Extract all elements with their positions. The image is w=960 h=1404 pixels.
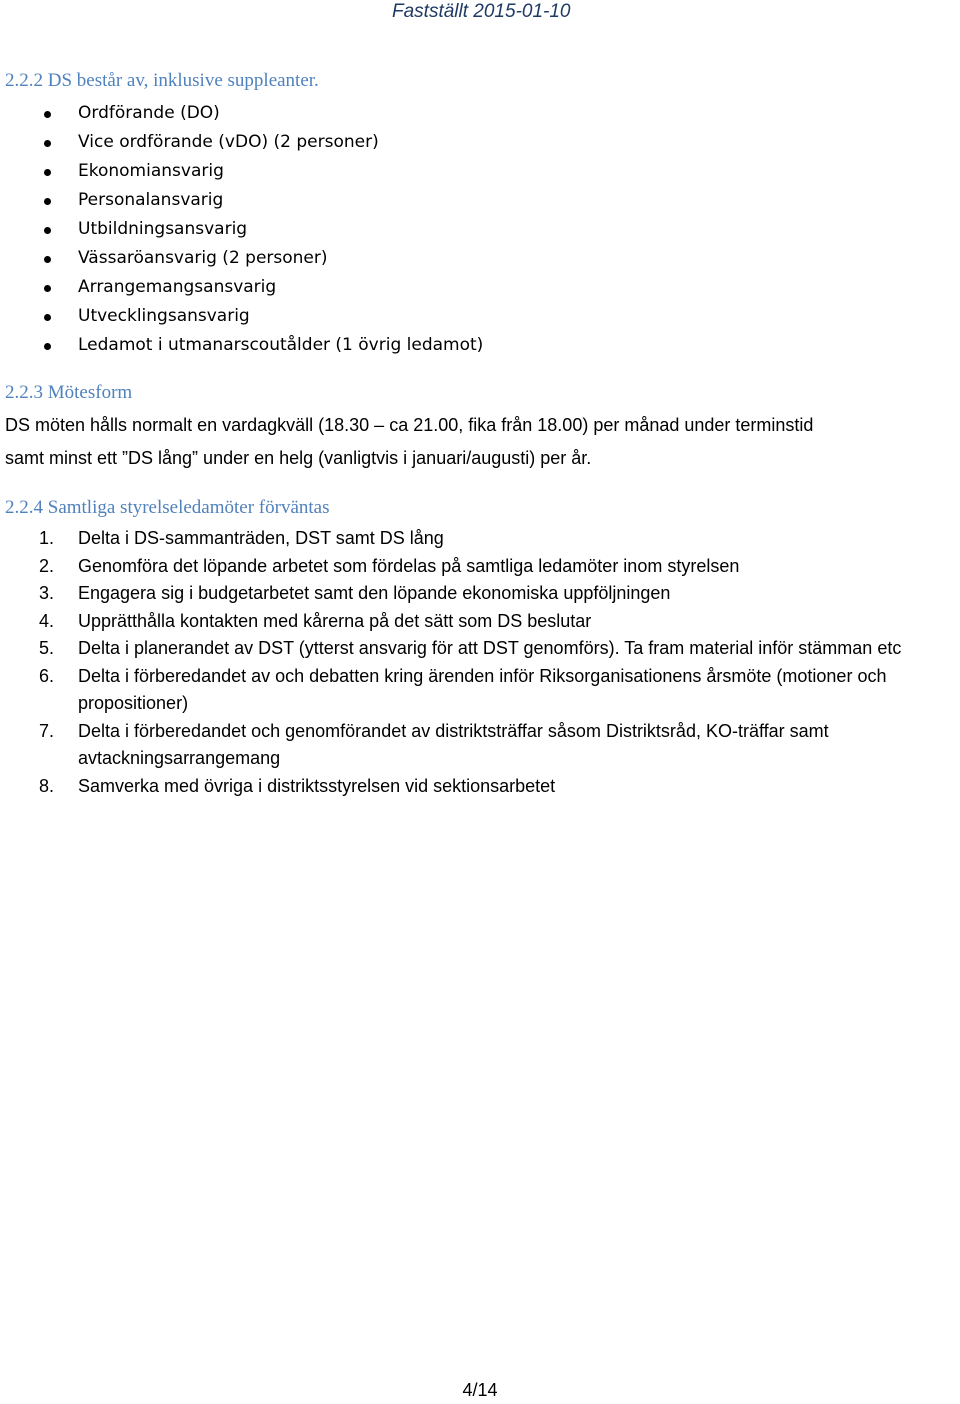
list-item-number: 4.	[39, 610, 55, 631]
board-duties-list	[0, 525, 960, 800]
meeting-format-paragraph	[5, 409, 950, 475]
approval-date-header: Fastställt 2015-01-10	[392, 1, 571, 22]
page-number: 4/14	[462, 1380, 498, 1400]
list-item	[0, 215, 960, 244]
list-item	[0, 635, 960, 663]
list-item-number: 7.	[39, 720, 55, 741]
list-item-text: Utbildningsansvarig	[78, 219, 248, 239]
list-item	[0, 718, 960, 773]
list-item-number: 1.	[39, 528, 55, 548]
list-item-number: 8.	[39, 775, 55, 796]
bullet-icon	[44, 314, 51, 321]
list-item	[0, 525, 960, 553]
list-item-text: Personalansvarig	[78, 190, 224, 210]
list-item-text: Vässaröansvarig (2 personer)	[78, 248, 328, 268]
board-composition-list	[0, 99, 960, 360]
list-item	[0, 608, 960, 636]
meeting-format-line-2: samt minst ett ”DS lång” under en helg (vanligtvis i januari/augusti) per år.	[5, 448, 592, 468]
list-item	[0, 331, 960, 360]
list-item-text: Utvecklingsansvarig	[78, 306, 250, 326]
list-item	[0, 580, 960, 608]
list-item-number: 2.	[39, 555, 55, 576]
list-item	[0, 302, 960, 331]
list-item-text: Arrangemangsansvarig	[78, 277, 277, 297]
list-item-number: 5.	[39, 638, 55, 658]
list-item-text: Upprätthålla kontakten med kårerna på det sätt som DS beslutar	[78, 610, 592, 631]
list-item-text: Delta i planerandet av DST (ytterst ansvarig för att DST genomförs). Ta fram material inför stämman etc	[78, 638, 902, 658]
list-item	[0, 157, 960, 186]
list-item-text: Samverka med övriga i distriktsstyrelsen vid sektionsarbetet	[78, 775, 556, 796]
list-item-text: Ordförande (DO)	[78, 103, 220, 123]
list-item-number: 6.	[39, 665, 55, 686]
list-item-number: 3.	[39, 583, 55, 603]
list-item-text: Genomföra det löpande arbetet som fördelas på samtliga ledamöter inom styrelsen	[78, 555, 740, 576]
bullet-icon	[44, 111, 51, 118]
bullet-icon	[44, 169, 51, 176]
list-item	[0, 553, 960, 581]
list-item	[0, 773, 960, 801]
list-item	[0, 99, 960, 128]
list-item	[0, 273, 960, 302]
bullet-icon	[44, 198, 51, 205]
list-item	[0, 663, 960, 718]
list-item-text: Delta i förberedandet av och debatten kring ärenden inför Riksorganisationens årsmöte (motioner och propositioner)	[78, 665, 887, 713]
bullet-icon	[44, 343, 51, 350]
list-item-text: Delta i DS-sammanträden, DST samt DS lång	[78, 528, 444, 548]
list-item	[0, 128, 960, 157]
list-item-text: Ledamot i utmanarscoutålder (1 övrig ledamot)	[78, 335, 484, 355]
list-item	[0, 186, 960, 215]
section-heading-2-2-2: 2.2.2 DS består av, inklusive suppleanter.	[5, 70, 319, 91]
bullet-icon	[44, 227, 51, 234]
list-item-text: Engagera sig i budgetarbetet samt den löpande ekonomiska uppföljningen	[78, 583, 671, 603]
list-item	[0, 244, 960, 273]
bullet-icon	[44, 285, 51, 292]
list-item-text: Delta i förberedandet och genomförandet av distriktsträffar såsom Distriktsråd, KO-träffar samt avtackningsarrangemang	[78, 720, 829, 768]
meeting-format-line-1: DS möten hålls normalt en vardagkväll (18.30 – ca 21.00, fika från 18.00) per månad under terminstid	[5, 415, 814, 435]
list-item-text: Vice ordförande (vDO) (2 personer)	[78, 132, 379, 152]
bullet-icon	[44, 256, 51, 263]
bullet-icon	[44, 140, 51, 147]
list-item-text: Ekonomiansvarig	[78, 161, 224, 181]
section-heading-2-2-4: 2.2.4 Samtliga styrelseledamöter förväntas	[5, 497, 330, 518]
section-heading-2-2-3: 2.2.3 Mötesform	[5, 382, 133, 403]
